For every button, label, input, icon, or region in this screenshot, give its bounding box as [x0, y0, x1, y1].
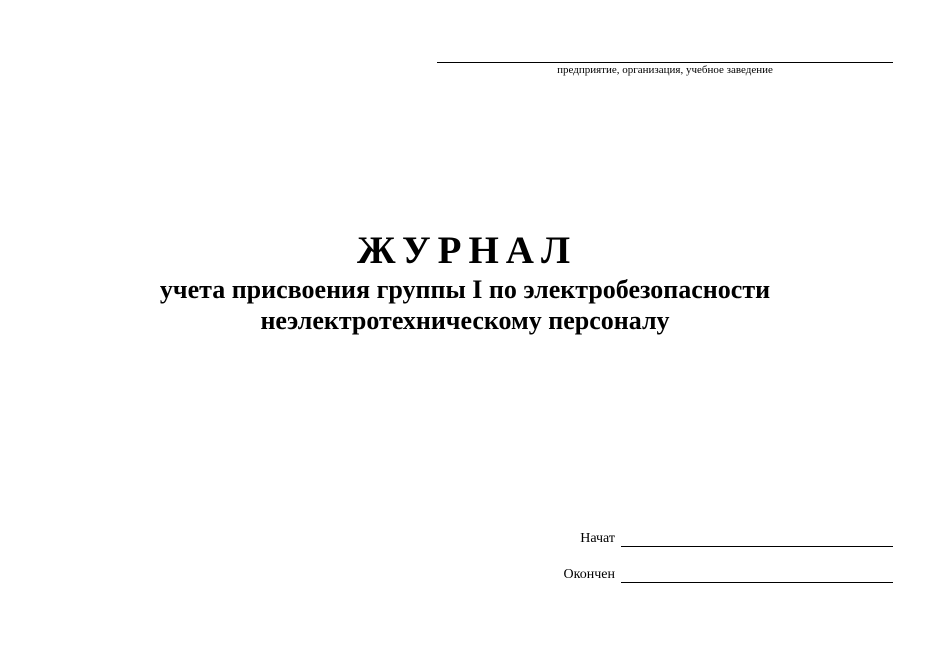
organization-field	[437, 50, 893, 77]
finished-label: Окончен	[563, 567, 615, 582]
finished-date-row	[540, 561, 893, 583]
started-date-row	[540, 525, 893, 547]
organization-line	[437, 62, 893, 63]
started-label: Начат	[580, 531, 615, 546]
title-block	[0, 228, 930, 336]
journal-subtitle-line-1: учета присвоения группы I по электробезопасности	[159, 275, 771, 304]
finished-date-line	[621, 582, 893, 583]
started-date-line	[621, 546, 893, 547]
journal-title: ЖУРНАЛ	[356, 229, 577, 272]
organization-caption: предприятие, организация, учебное заведение	[557, 64, 773, 76]
journal-subtitle-line-2: неэлектротехническому персоналу	[260, 306, 670, 335]
